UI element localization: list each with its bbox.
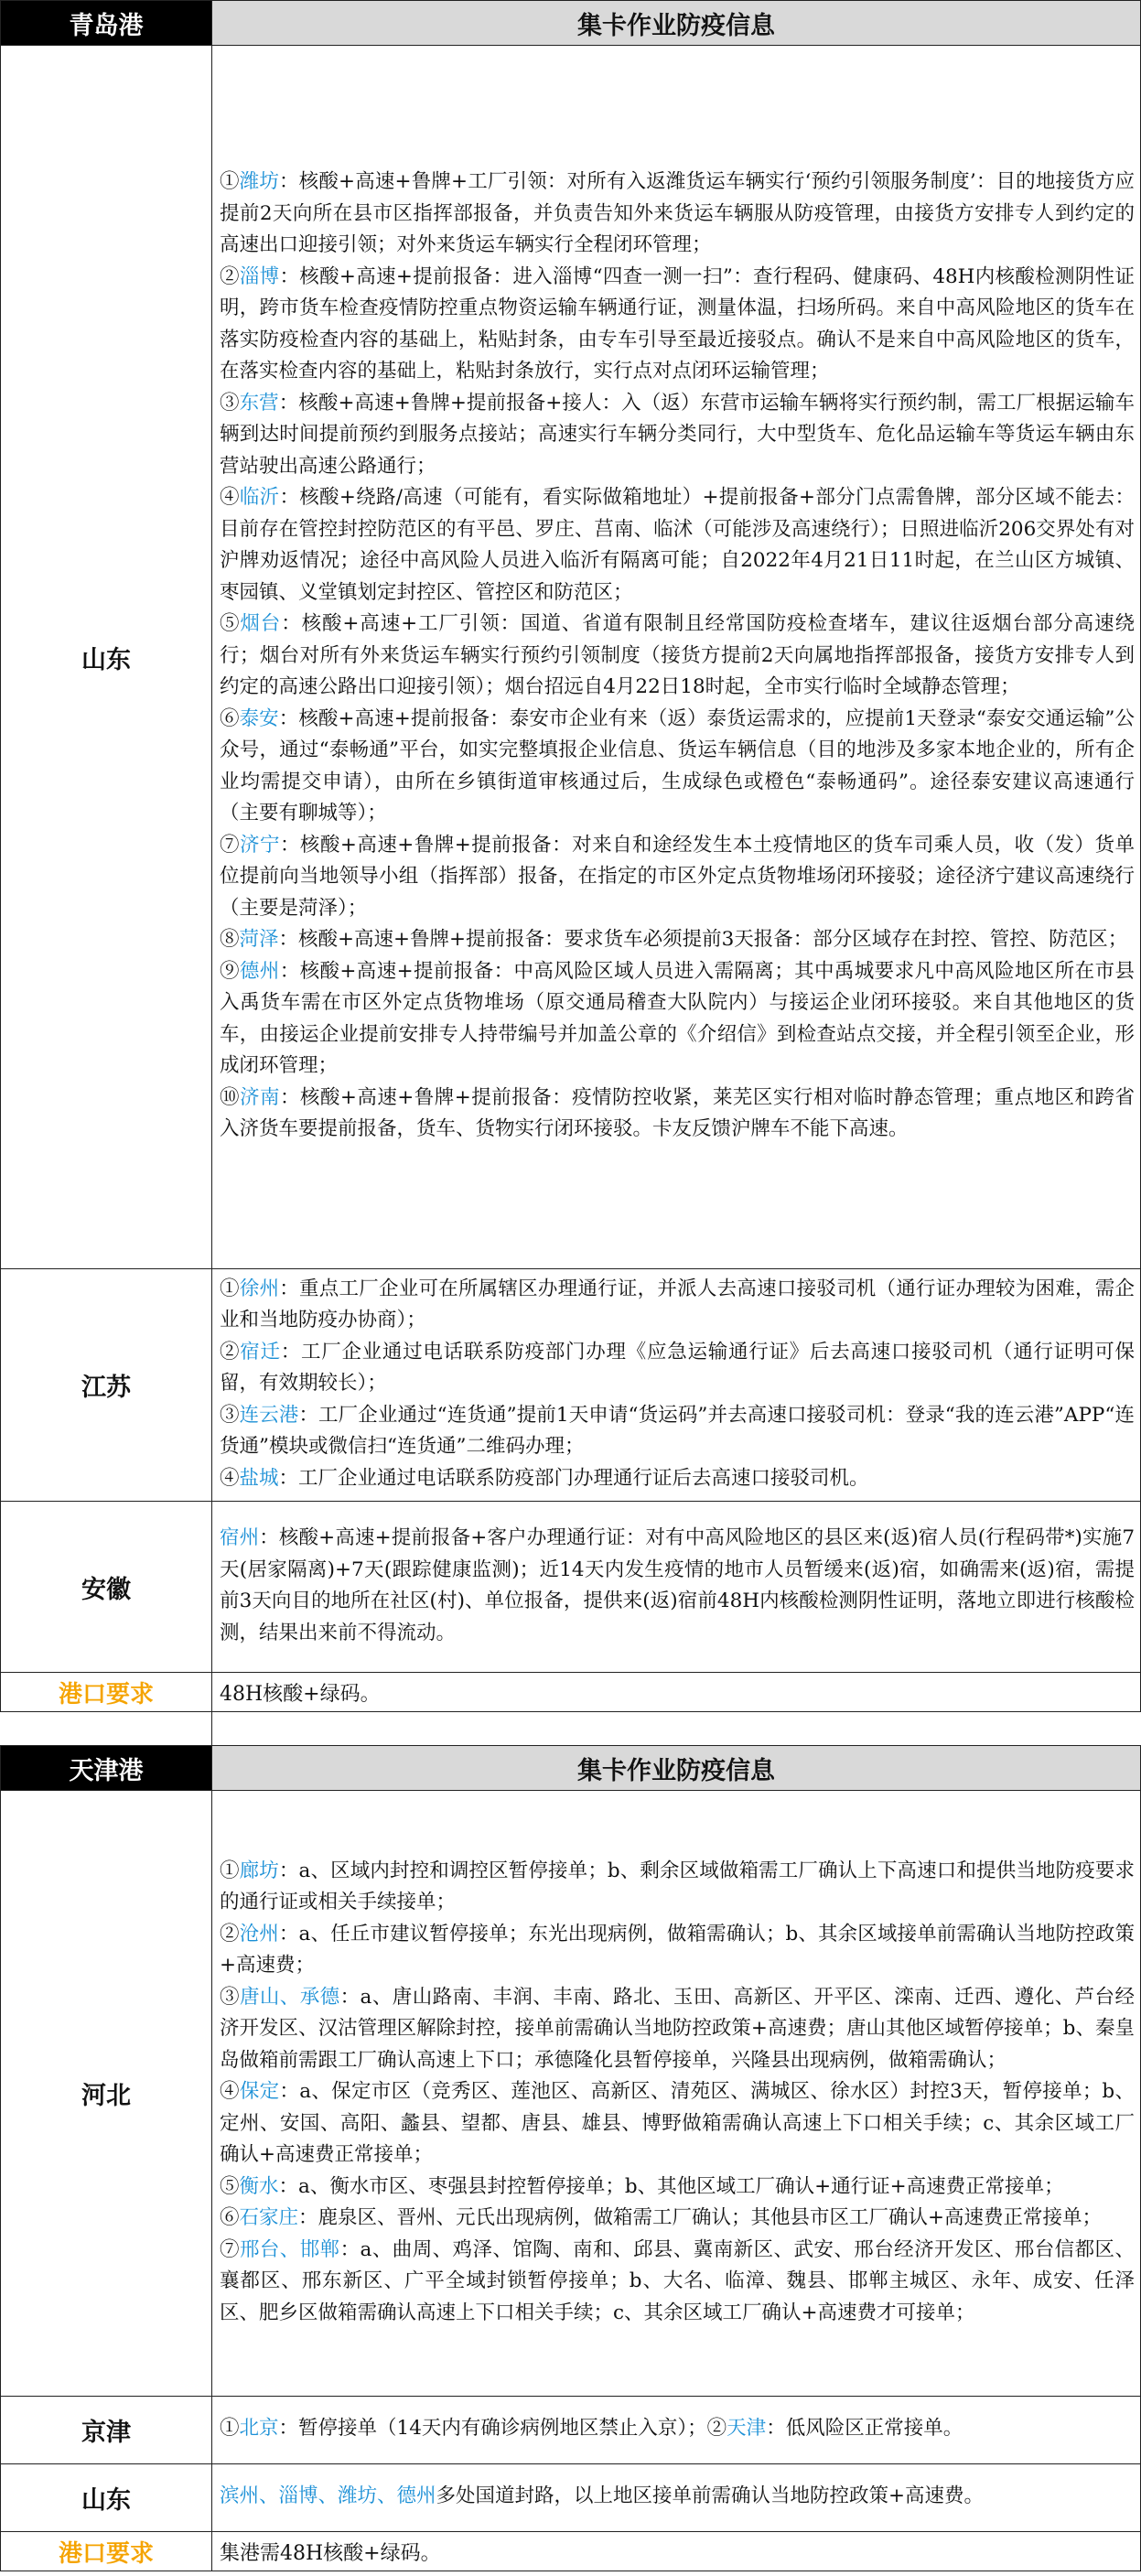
qingdao-port-header: 青岛港 (1, 1, 212, 46)
list-item: ⑧菏泽：核酸+高速+鲁牌+提前报备：要求货车必须提前3天报备：部分区域存在封控、管控、防范区； (220, 928, 1128, 952)
list-item: ②沧州：a、任丘市建议暂停接单；东光出现病例，做箱需确认；b、其余区域接单前需确认当地防控政策+高速费； (220, 1922, 1135, 1978)
city-name: 连云港 (239, 1403, 299, 1427)
port-requirement-text: 集港需48H核酸+绿码。 (212, 2532, 1141, 2571)
list-item: ③东营：核酸+高速+鲁牌+提前报备+接人：入（返）东营市运输车辆将实行预约制，需工厂根据运输车辆到达时间提前预约到服务点接站；高速实行车辆分类同行，大中型货车、危化品运输车等货运车辆由东营站驶出高速公路通行； (220, 391, 1135, 478)
tianjin-title-header: 集卡作业防疫信息 (212, 1746, 1141, 1791)
list-item: ①徐州：重点工厂企业可在所属辖区办理通行证，并派人去高速口接驳司机（通行证办理较为困难，需企业和当地防疫办协商）； (220, 1277, 1135, 1332)
port-requirement-label: 港口要求 (1, 1673, 212, 1712)
city-name: 保定 (239, 2080, 280, 2104)
city-name: 宿州 (220, 1526, 260, 1549)
list-item: ②淄博：核酸+高速+提前报备：进入淄博“四查一测一扫”：查行程码、健康码、48H内核酸检测阴性证明，跨市货车检查疫情防控重点物资运输车辆通行证，测量体温，扫场所码。来自中高风险地区的货车在落实防疫检查内容的基础上，粘贴封条，由专车引导至最近接驳点。确认不是来自中高风险地区的货车，在落实检查内容的基础上，粘贴封条放行，实行点对点闭环运输管理； (220, 264, 1135, 383)
list-item: ③连云港：工厂企业通过“连货通”提前1天申请“货运码”并去高速口接驳司机：登录“我的连云港”APP“连货通”模块或微信扫“连货通”二维码办理； (220, 1403, 1135, 1459)
city-name: 宿迁 (240, 1340, 281, 1363)
region-cell: 山东 (1, 46, 212, 1269)
city-name: 滨州、淄博、潍坊、德州 (220, 2484, 436, 2508)
region-cell: 山东 (1, 2464, 212, 2532)
region-cell: 京津 (1, 2397, 212, 2464)
table-row (1, 1791, 1141, 2397)
list-item: ①廊坊：a、区域内封控和调控区暂停接单；b、剩余区域做箱需工厂确认上下高速口和提供当地防疫要求的通行证或相关手续接单； (220, 1859, 1135, 1914)
city-name: 菏泽 (239, 928, 279, 952)
list-item: ⑨德州：核酸+高速+提前报备：中高风险区域人员进入需隔离；其中禹城要求凡中高风险地区所在市县入禹货车需在市区外定点货物堆场（原交通局稽查大队院内）与接运企业闭环接驳。来自其他地区的货车，由接运企业提前安排专人持带编号并加盖公章的《介绍信》到检查站点交接，并全程引领至企业，形成闭环管理； (220, 959, 1135, 1078)
table-row (1, 46, 1141, 1269)
city-name: 天津 (727, 2417, 767, 2441)
city-name: 临沂 (239, 486, 280, 510)
region-content: 滨州、淄博、潍坊、德州多处国道封路，以上地区接单前需确认当地防控政策+高速费。 (212, 2464, 1141, 2532)
city-name: 济南 (239, 1085, 280, 1109)
table-row (1, 1502, 1141, 1673)
city-name: 徐州 (239, 1277, 280, 1300)
city-name: 济宁 (239, 833, 280, 857)
tianjin-table (0, 1745, 1141, 2571)
table-row (1, 1269, 1141, 1502)
city-name: 北京 (239, 2417, 279, 2441)
city-name: 唐山、承德 (239, 1985, 340, 2009)
list-item: ④盐城：工厂企业通过电话联系防疫部门办理通行证后去高速口接驳司机。 (220, 1466, 869, 1490)
list-item: ⑩济南：核酸+高速+鲁牌+提前报备：疫情防控收紧，莱芜区实行相对临时静态管理；重点地区和跨省入济货车要提前报备，货车、货物实行闭环接驳。卡友反馈沪牌车不能下高速。 (220, 1085, 1135, 1141)
city-name: 潍坊 (239, 170, 280, 194)
list-item: ⑦济宁：核酸+高速+鲁牌+提前报备：对来自和途经发生本土疫情地区的货车司乘人员，收（发）货单位提前向当地领导小组（指挥部）报备，在指定的市区外定点货物堆场闭环接驳；途径济宁建议高速绕行（主要是菏泽）； (220, 833, 1135, 920)
city-name: 泰安 (239, 706, 279, 730)
list-item: 宿州：核酸+高速+提前报备+客户办理通行证：对有中高风险地区的县区来(返)宿人员(行程码带*)实施7天(居家隔离)+7天(跟踪健康监测)；近14天内发生疫情的地市人员暂缓来(返)宿，如确需来(返)宿，需提前3天向目的地所在社区(村)、单位报备，提供来(返)宿前48H内核酸检测阴性证明，落地立即进行核酸检测，结果出来前不得流动。 (220, 1526, 1135, 1644)
list-item: ⑤烟台：核酸+高速+工厂引领：国道、省道有限制且经常国防疫检查堵车，建议往返烟台部分高速绕行；烟台对所有外来货运车辆实行预约引领制度（接货方提前2天向属地指挥部报备，接货方安排专人到约定的高速公路出口迎接引领）；烟台招远自4月22日18时起，全市实行临时全域静态管理； (220, 612, 1135, 699)
city-name: 淄博 (239, 264, 280, 288)
table-row (1, 2397, 1141, 2464)
list-item: ①潍坊：核酸+高速+鲁牌+工厂引领：对所有入返潍货运车辆实行‘预约引领服务制度’：目的地接货方应提前2天向所在县市区指挥部报备，并负责告知外来货运车辆服从防疫管理，由接货方安排专人到约定的高速出口迎接引领；对外来货运车辆实行全程闭环管理； (220, 170, 1135, 257)
city-name: 邢台、邯郸 (239, 2237, 340, 2261)
region-cell: 江苏 (1, 1269, 212, 1502)
region-cell: 安徽 (1, 1502, 212, 1673)
region-content (212, 1269, 1141, 1502)
port-requirement-label: 港口要求 (1, 2532, 212, 2571)
list-item: ⑥泰安：核酸+高速+提前报备：泰安市企业有来（返）泰货运需求的，应提前1天登录“泰安交通运输”公众号，通过“泰畅通”平台，如实完整填报企业信息、货运车辆信息（目的地涉及多家本地企业的，所有企业均需提交申请），由所在乡镇街道审核通过后，生成绿色或橙色“泰畅通码”。途径泰安建议高速通行（主要有聊城等）； (220, 706, 1135, 825)
city-name: 盐城 (239, 1466, 279, 1490)
region-cell: 河北 (1, 1791, 212, 2397)
city-name: 德州 (239, 959, 280, 983)
region-content: ①北京：暂停接单（14天内有确诊病例地区禁止入京）；②天津：低风险区正常接单。 (212, 2397, 1141, 2464)
city-name: 石家庄 (239, 2206, 299, 2230)
region-content (212, 1791, 1141, 2397)
region-content (212, 46, 1141, 1269)
city-name: 廊坊 (239, 1859, 279, 1882)
list-item: ②宿迁：工厂企业通过电话联系防疫部门办理《应急运输通行证》后去高速口接驳司机（通行证明可保留，有效期较长）； (220, 1340, 1135, 1396)
city-name: 东营 (239, 391, 279, 415)
list-item: ④保定：a、保定市区（竞秀区、莲池区、高新区、清苑区、满城区、徐水区）封控3天，暂停接单；b、定州、安国、高阳、蠡县、望都、唐县、雄县、博野做箱需确认高速上下口相关手续；c、其余区域工厂确认+高速费正常接单； (220, 2080, 1135, 2167)
list-item: ⑤衡水：a、衡水市区、枣强县封控暂停接单；b、其他区域工厂确认+通行证+高速费正常接单； (220, 2174, 1064, 2198)
list-item: ③唐山、承德：a、唐山路南、丰润、丰南、路北、玉田、高新区、开平区、滦南、迁西、遵化、芦台经济开发区、汉沽管理区解除封控，接单前需确认当地防控政策+高速费；唐山其他区域暂停接单；b、秦皇岛做箱前需跟工厂确认高速上下口；承德隆化县暂停接单，兴隆县出现病例，做箱需确认； (220, 1985, 1135, 2072)
list-item: ⑦邢台、邯郸：a、曲周、鸡泽、馆陶、南和、邱县、冀南新区、武安、邢台经济开发区、邢台信都区、襄都区、邢东新区、广平全域封锁暂停接单；b、大名、临漳、魏县、邯郸主城区、永年、成安、任泽区、肥乡区做箱需确认高速上下口相关手续；c、其余区域工厂确认+高速费才可接单； (220, 2237, 1135, 2324)
city-name: 衡水 (239, 2174, 279, 2198)
city-name: 烟台 (240, 612, 282, 636)
tianjin-port-header: 天津港 (1, 1746, 212, 1791)
table-row (1, 2464, 1141, 2532)
list-item: ④临沂：核酸+绕路/高速（可能有，看实际做箱地址）+提前报备+部分门点需鲁牌，部分区域不能去：目前存在管控封控防范区的有平邑、罗庄、莒南、临沭（可能涉及高速绕行）；日照进临沂206交界处有对沪牌劝返情况；途径中高风险人员进入临沂有隔离可能；自2022年4月21日11时起，在兰山区方城镇、枣园镇、义堂镇划定封控区、管控区和防范区； (220, 486, 1135, 604)
region-content (212, 1502, 1141, 1673)
city-name: 沧州 (239, 1922, 279, 1945)
qingdao-title-header: 集卡作业防疫信息 (212, 1, 1141, 46)
port-requirement-text: 48H核酸+绿码。 (212, 1673, 1141, 1712)
list-item: ⑥石家庄：鹿泉区、晋州、元氏出现病例，做箱需工厂确认；其他县市区工厂确认+高速费正常接单； (220, 2206, 1103, 2230)
